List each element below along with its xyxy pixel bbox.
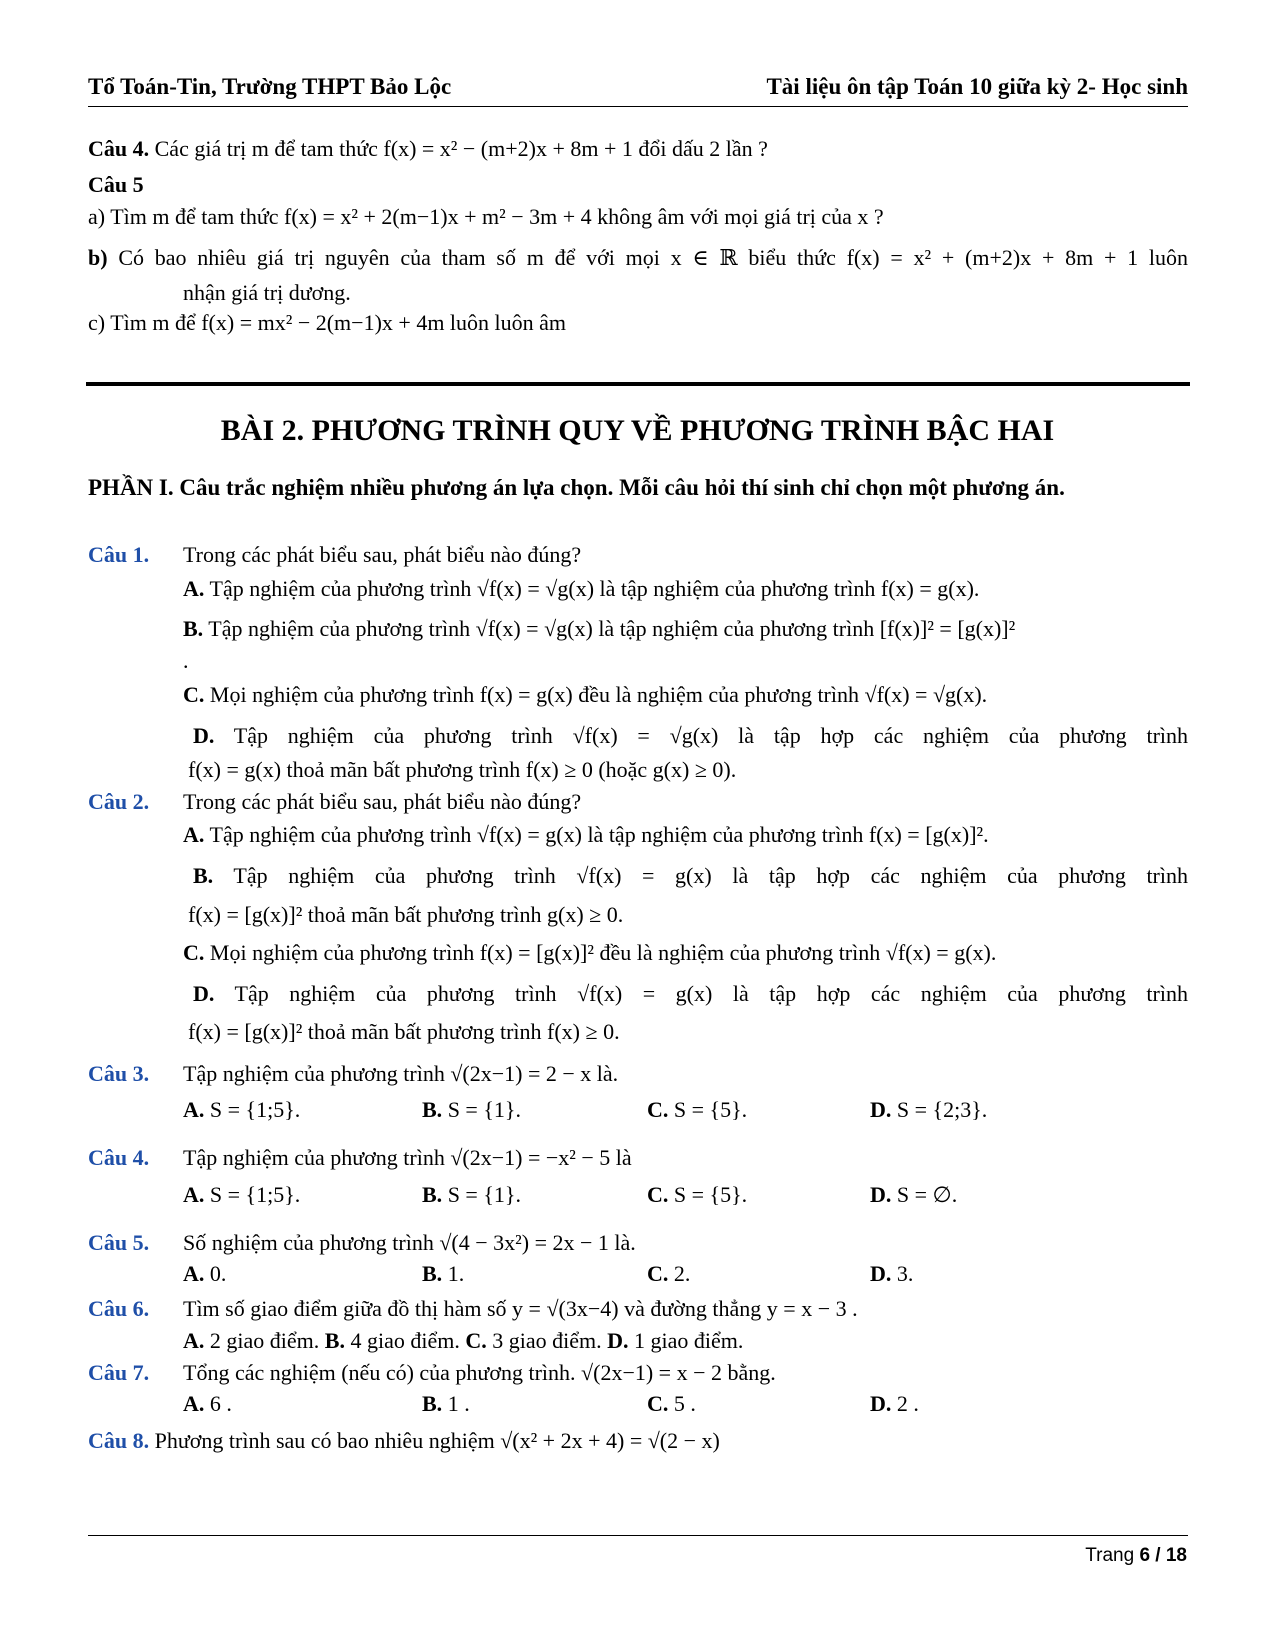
option-c bbox=[647, 1095, 747, 1125]
question-stem: Phương trình sau có bao nhiêu nghiệm √(x² + 2x + 4) = √(2 − x) bbox=[154, 1428, 720, 1453]
option-label: D. bbox=[870, 1391, 892, 1416]
option-label: A. bbox=[183, 576, 205, 601]
top-question-5b-line1 bbox=[88, 243, 1188, 273]
question-stem: Trong các phát biểu sau, phát biểu nào đúng? bbox=[183, 542, 582, 567]
option-d bbox=[870, 1389, 919, 1419]
option-c bbox=[647, 1389, 696, 1419]
header-right: Tài liệu ôn tập Toán 10 giữa kỳ 2- Học sinh bbox=[766, 74, 1188, 99]
option-b bbox=[183, 614, 1015, 644]
option-a-label: A. bbox=[183, 1328, 205, 1353]
option-d bbox=[193, 979, 1188, 1009]
question-label: Câu 1. bbox=[88, 542, 150, 567]
question-label: Câu 5. bbox=[88, 1230, 150, 1255]
question-1 bbox=[88, 540, 149, 570]
option-d-label: D. bbox=[607, 1328, 629, 1353]
page-label: Trang bbox=[1085, 1545, 1135, 1566]
option-d bbox=[870, 1259, 913, 1289]
option-text: 5 . bbox=[673, 1391, 696, 1416]
option-d bbox=[870, 1180, 957, 1210]
option-c-text: 3 giao điểm. bbox=[492, 1328, 602, 1353]
page-number bbox=[1085, 1545, 1187, 1567]
option-text: 1. bbox=[447, 1261, 465, 1286]
option-text: Tập nghiệm của phương trình √f(x) = g(x) là tập nghiệm của phương trình f(x) = [g(x)]². bbox=[209, 822, 989, 847]
option-text: S = {2;3}. bbox=[896, 1097, 988, 1122]
option-label: D. bbox=[193, 981, 215, 1006]
question-label: Câu 8. bbox=[88, 1428, 150, 1453]
option-label: D. bbox=[870, 1097, 892, 1122]
option-text: Tập nghiệm của phương trình √f(x) = √g(x) là tập nghiệm của phương trình [f(x)]² = [g(x)]² bbox=[208, 616, 1016, 641]
option-c bbox=[183, 938, 996, 968]
top-question-5b-line2: nhận giá trị dương. bbox=[183, 280, 351, 305]
option-a bbox=[183, 1389, 232, 1419]
question-label: Câu 4. bbox=[88, 1145, 150, 1170]
option-b bbox=[422, 1180, 521, 1210]
option-d-cont: f(x) = g(x) thoả mãn bất phương trình f(x) ≥ 0 (hoặc g(x) ≥ 0). bbox=[188, 757, 737, 782]
option-a bbox=[183, 820, 989, 850]
option-a bbox=[183, 1180, 300, 1210]
option-label: C. bbox=[647, 1261, 669, 1286]
option-label: C. bbox=[647, 1097, 669, 1122]
option-text: Tập nghiệm của phương trình √f(x) = √g(x) là tập nghiệm của phương trình f(x) = g(x). bbox=[209, 576, 980, 601]
option-text: 0. bbox=[209, 1261, 227, 1286]
question-label: Câu 3. bbox=[88, 1061, 150, 1086]
option-c bbox=[183, 680, 987, 710]
option-text: 2 . bbox=[896, 1391, 919, 1416]
question-6 bbox=[88, 1294, 149, 1324]
question-2 bbox=[88, 787, 149, 817]
option-a-text: 2 giao điểm. bbox=[209, 1328, 320, 1353]
option-label: B. bbox=[183, 616, 204, 641]
option-label: A. bbox=[183, 1391, 205, 1416]
option-text: 6 . bbox=[209, 1391, 232, 1416]
question-label: Câu 6. bbox=[88, 1296, 150, 1321]
options-row bbox=[183, 1326, 743, 1356]
question-stem: Tìm số giao điểm giữa đồ thị hàm số y = √(3x−4) và đường thẳng y = x − 3 . bbox=[183, 1296, 858, 1321]
section-divider bbox=[86, 382, 1190, 386]
option-text: Mọi nghiệm của phương trình f(x) = g(x) đều là nghiệm của phương trình √f(x) = √g(x). bbox=[209, 682, 988, 707]
option-a bbox=[183, 1259, 226, 1289]
option-b bbox=[422, 1259, 464, 1289]
option-b-label: B. bbox=[324, 1328, 345, 1353]
question-stem: Trong các phát biểu sau, phát biểu nào đúng? bbox=[183, 789, 582, 814]
top-question-5c: c) Tìm m để f(x) = mx² − 2(m−1)x + 4m luôn luôn âm bbox=[88, 310, 567, 335]
option-text: Tập nghiệm của phương trình √f(x) = g(x) là tập hợp các nghiệm của phương trình bbox=[234, 981, 1188, 1006]
option-b bbox=[422, 1095, 521, 1125]
option-d-cont: f(x) = [g(x)]² thoả mãn bất phương trình f(x) ≥ 0. bbox=[188, 1019, 620, 1044]
option-a bbox=[183, 574, 979, 604]
option-b-text: 4 giao điểm. bbox=[350, 1328, 460, 1353]
option-text: S = {1}. bbox=[447, 1097, 521, 1122]
option-text: 1 . bbox=[447, 1391, 470, 1416]
question-label: Câu 2. bbox=[88, 789, 150, 814]
option-d bbox=[193, 721, 1188, 751]
option-text: S = {5}. bbox=[673, 1182, 748, 1207]
top-question-5a: a) Tìm m để tam thức f(x) = x² + 2(m−1)x + m² − 3m + 4 không âm với mọi giá trị của x ? bbox=[88, 204, 884, 229]
top-question-4 bbox=[88, 134, 768, 164]
question-stem: Tập nghiệm của phương trình √(2x−1) = 2 − x là. bbox=[183, 1061, 619, 1086]
option-label: A. bbox=[183, 1261, 205, 1286]
question-text: Các giá trị m để tam thức f(x) = x² − (m+2)x + 8m + 1 đổi dấu 2 lần ? bbox=[154, 136, 768, 161]
header-left: Tổ Toán-Tin, Trường THPT Bảo Lộc bbox=[88, 74, 452, 99]
option-b-cont: f(x) = [g(x)]² thoả mãn bất phương trình g(x) ≥ 0. bbox=[188, 902, 624, 927]
question-label: Câu 7. bbox=[88, 1360, 150, 1385]
option-text: S = {1;5}. bbox=[209, 1097, 301, 1122]
page-separator: / bbox=[1155, 1545, 1161, 1566]
option-text: S = ∅. bbox=[896, 1182, 958, 1207]
option-a bbox=[183, 1095, 300, 1125]
option-label: B. bbox=[422, 1182, 443, 1207]
option-c bbox=[647, 1180, 747, 1210]
part-label: b) bbox=[88, 245, 108, 270]
option-d-text: 1 giao điểm. bbox=[633, 1328, 744, 1353]
part-text: Có bao nhiêu giá trị nguyên của tham số m để với mọi x ∈ ℝ biểu thức f(x) = x² + (m+2)x + 8m + 1 luôn bbox=[118, 245, 1189, 270]
option-d bbox=[870, 1095, 987, 1125]
option-text: Mọi nghiệm của phương trình f(x) = [g(x)]² đều là nghiệm của phương trình √f(x) = g(x). bbox=[209, 940, 997, 965]
option-label: C. bbox=[647, 1391, 669, 1416]
part-title: PHẦN I. Câu trắc nghiệm nhiều phương án lựa chọn. Mỗi câu hỏi thí sinh chỉ chọn một phương án. bbox=[88, 475, 1065, 500]
option-text: 2. bbox=[673, 1261, 691, 1286]
option-text: Tập nghiệm của phương trình √f(x) = g(x) là tập hợp các nghiệm của phương trình bbox=[233, 863, 1188, 888]
option-c bbox=[647, 1259, 690, 1289]
option-c-label: C. bbox=[465, 1328, 487, 1353]
option-text: Tập nghiệm của phương trình √f(x) = √g(x) là tập hợp các nghiệm của phương trình bbox=[233, 723, 1189, 748]
option-label: A. bbox=[183, 1097, 205, 1122]
option-label: B. bbox=[422, 1261, 443, 1286]
option-label: C. bbox=[647, 1182, 669, 1207]
option-label: D. bbox=[870, 1261, 892, 1286]
option-label: C. bbox=[183, 940, 205, 965]
question-8 bbox=[88, 1426, 720, 1456]
question-stem: Số nghiệm của phương trình √(4 − 3x²) = 2x − 1 là. bbox=[183, 1230, 636, 1255]
top-question-5-label: Câu 5 bbox=[88, 172, 144, 197]
section-title: BÀI 2. PHƯƠNG TRÌNH QUY VỀ PHƯƠNG TRÌNH BẬC HAI bbox=[220, 414, 1055, 447]
option-label: A. bbox=[183, 1182, 205, 1207]
option-label: D. bbox=[870, 1182, 892, 1207]
option-label: B. bbox=[193, 863, 214, 888]
question-label: Câu 4. bbox=[88, 136, 150, 161]
question-stem: Tập nghiệm của phương trình √(2x−1) = −x² − 5 là bbox=[183, 1145, 632, 1170]
question-3 bbox=[88, 1059, 149, 1089]
option-label: B. bbox=[422, 1391, 443, 1416]
page-total: 18 bbox=[1165, 1545, 1187, 1566]
option-text: 3. bbox=[896, 1261, 914, 1286]
question-4 bbox=[88, 1143, 149, 1173]
option-text: S = {5}. bbox=[673, 1097, 748, 1122]
option-label: B. bbox=[422, 1097, 443, 1122]
question-stem: Tổng các nghiệm (nếu có) của phương trình. √(2x−1) = x − 2 bằng. bbox=[183, 1360, 776, 1385]
option-label: A. bbox=[183, 822, 205, 847]
footer-rule bbox=[88, 1535, 1188, 1536]
option-label: D. bbox=[193, 723, 215, 748]
question-7 bbox=[88, 1358, 149, 1388]
page-current: 6 bbox=[1139, 1545, 1151, 1566]
question-5 bbox=[88, 1228, 149, 1258]
option-b bbox=[422, 1389, 470, 1419]
option-text: S = {1;5}. bbox=[209, 1182, 301, 1207]
option-b bbox=[193, 861, 1188, 891]
option-text: S = {1}. bbox=[447, 1182, 521, 1207]
option-label: C. bbox=[183, 682, 205, 707]
page-header bbox=[88, 72, 1188, 107]
option-b-dot: . bbox=[183, 648, 189, 673]
